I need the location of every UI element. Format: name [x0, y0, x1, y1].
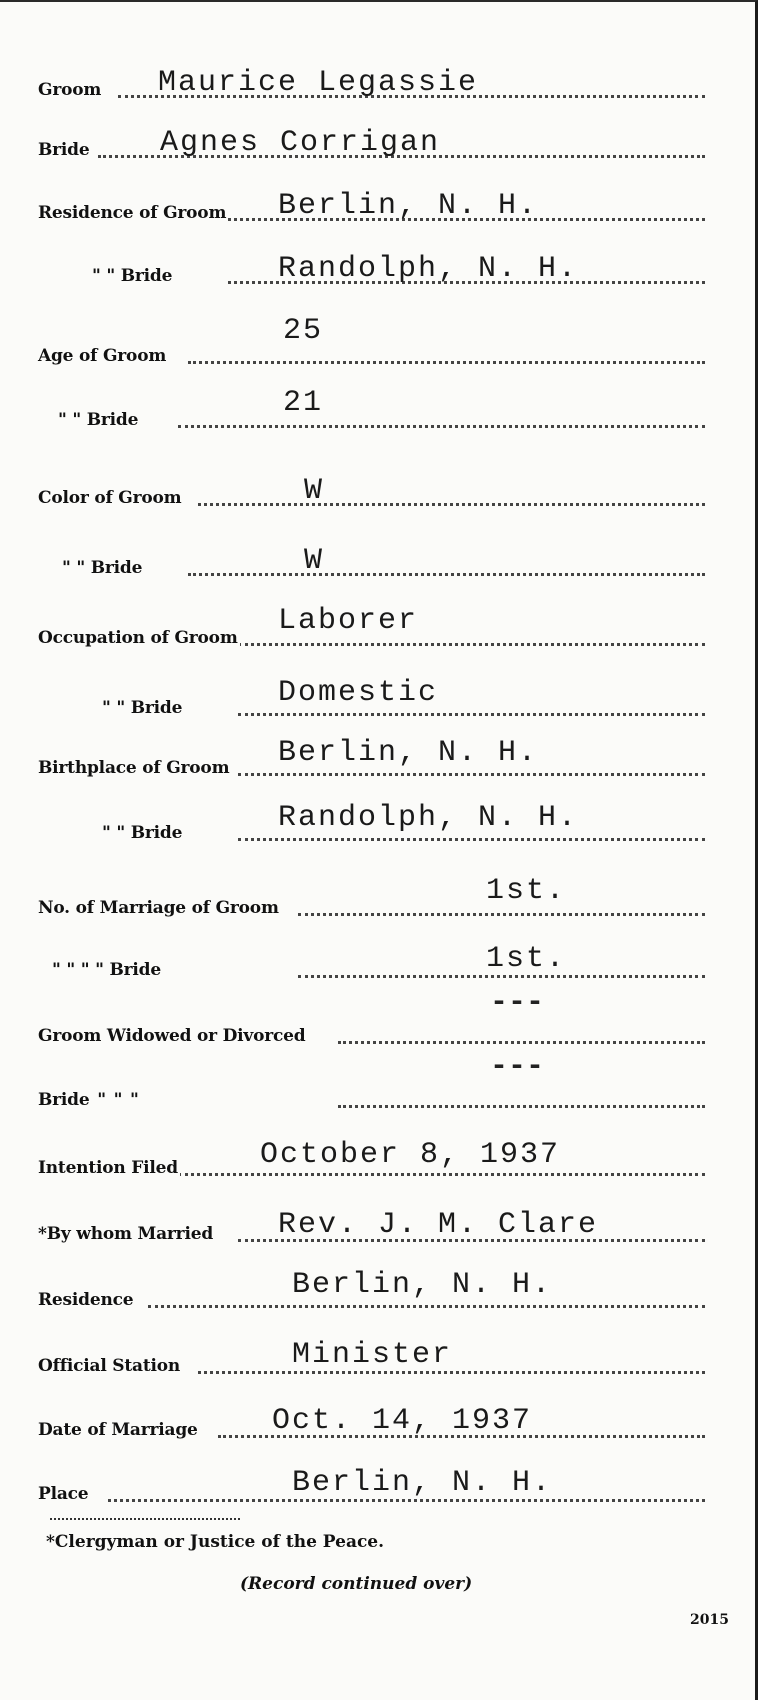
- widowed-groom-value: ---: [490, 986, 545, 1020]
- bride-row: [38, 124, 705, 164]
- occupation-bride-label: " " Bride: [102, 698, 183, 718]
- footnote-divider: [50, 1518, 240, 1520]
- intention-row: [38, 1138, 705, 1182]
- age-groom-label: Age of Groom: [38, 346, 167, 366]
- official-station-value: Minister: [292, 1338, 453, 1372]
- birthplace-bride-row: [38, 801, 705, 847]
- color-bride-value: W: [304, 544, 325, 578]
- residence-bride-row: [38, 250, 705, 290]
- groom-row: [38, 64, 705, 104]
- occupation-bride-row: [38, 676, 705, 722]
- footnote-text: *Clergyman or Justice of the Peace.: [46, 1532, 385, 1552]
- marriage-no-bride-label: " " " " Bride: [52, 960, 161, 980]
- by-whom-row: [38, 1208, 705, 1248]
- widowed-bride-row: [38, 1050, 705, 1114]
- age-bride-row: [38, 386, 705, 434]
- form-number: 2015: [690, 1612, 729, 1628]
- occupation-bride-value: Domestic: [278, 676, 439, 710]
- by-whom-label: *By whom Married: [38, 1224, 214, 1244]
- groom-label: Groom: [38, 80, 102, 100]
- residence-row: [38, 1268, 705, 1314]
- official-station-row: [38, 1340, 705, 1380]
- residence-bride-value: Randolph, N. H.: [278, 252, 579, 286]
- residence-bride-label: " " Bride: [92, 266, 173, 286]
- birthplace-groom-label: Birthplace of Groom: [38, 758, 230, 778]
- residence-value: Berlin, N. H.: [292, 1268, 553, 1302]
- birthplace-bride-label: " " Bride: [102, 823, 183, 843]
- residence-groom-row: [38, 187, 705, 227]
- color-groom-label: Color of Groom: [38, 488, 182, 508]
- marriage-no-groom-value: 1st.: [486, 874, 567, 908]
- birthplace-groom-row: [38, 736, 705, 782]
- color-bride-label: " " Bride: [62, 558, 143, 578]
- birthplace-bride-value: Randolph, N. H.: [278, 801, 579, 835]
- place-label: Place: [38, 1484, 89, 1504]
- birthplace-groom-value: Berlin, N. H.: [278, 736, 539, 770]
- age-groom-value: 25: [283, 314, 324, 348]
- place-value: Berlin, N. H.: [292, 1466, 553, 1500]
- continued-note: (Record continued over): [240, 1574, 473, 1594]
- bride-label: Bride: [38, 140, 90, 160]
- occupation-groom-label: Occupation of Groom: [38, 628, 238, 648]
- date-of-marriage-label: Date of Marriage: [38, 1420, 198, 1440]
- residence-groom-label: Residence of Groom: [38, 203, 227, 223]
- color-groom-value: W: [304, 474, 325, 508]
- marriage-no-bride-row: [38, 944, 705, 984]
- bride-value: Agnes Corrigan: [160, 126, 441, 160]
- intention-value: October 8, 1937: [260, 1138, 561, 1172]
- marriage-no-groom-row: [38, 874, 705, 922]
- residence-groom-value: Berlin, N. H.: [278, 189, 539, 223]
- color-bride-row: [38, 542, 705, 582]
- widowed-bride-value: ---: [490, 1050, 545, 1084]
- widowed-bride-label: Bride " " ": [38, 1090, 139, 1110]
- marriage-no-groom-label: No. of Marriage of Groom: [38, 898, 279, 918]
- color-groom-row: [38, 472, 705, 512]
- age-groom-row: [38, 314, 705, 370]
- intention-label: Intention Filed: [38, 1158, 178, 1178]
- residence-label: Residence: [38, 1290, 134, 1310]
- age-bride-label: " " Bride: [58, 410, 139, 430]
- widowed-groom-row: [38, 986, 705, 1050]
- place-row: [38, 1468, 705, 1508]
- marriage-no-bride-value: 1st.: [486, 942, 567, 976]
- by-whom-value: Rev. J. M. Clare: [278, 1208, 599, 1242]
- occupation-groom-row: [38, 604, 705, 652]
- occupation-groom-value: Laborer: [278, 604, 419, 638]
- widowed-groom-label: Groom Widowed or Divorced: [38, 1026, 306, 1046]
- date-of-marriage-row: [38, 1404, 705, 1444]
- age-bride-value: 21: [283, 386, 324, 420]
- date-of-marriage-value: Oct. 14, 1937: [272, 1404, 533, 1438]
- groom-value: Maurice Legassie: [158, 66, 479, 100]
- official-station-label: Official Station: [38, 1356, 181, 1376]
